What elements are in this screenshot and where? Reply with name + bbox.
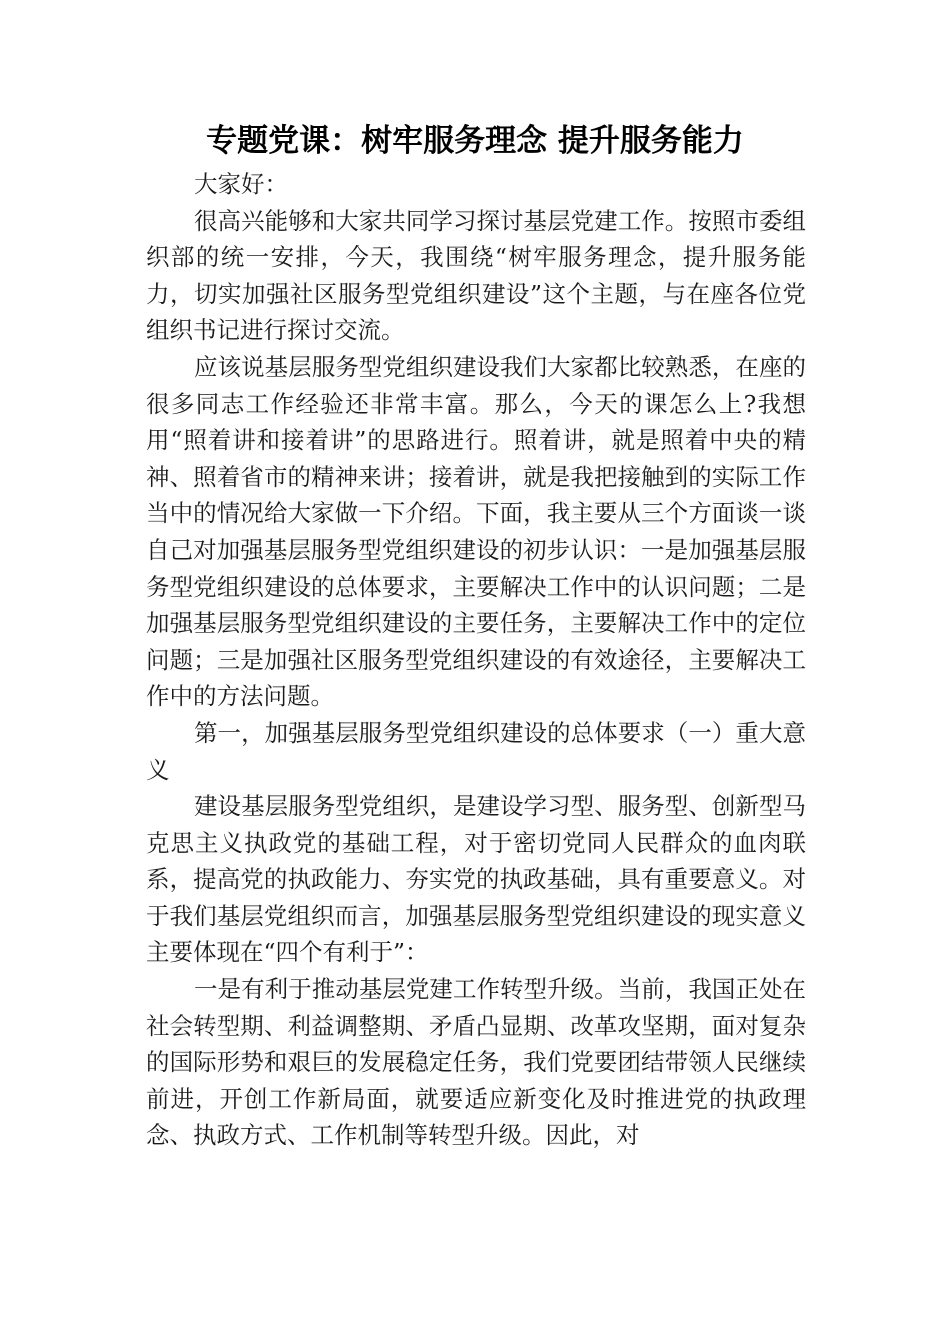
paragraph-outline: 应该说基层服务型党组织建设我们大家都比较熟悉，在座的很多同志工作经验还非常丰富。那么，今天的课怎么上?我想用“照着讲和接着讲”的思路进行。照着讲，就是照着中央的精神、照着省市的精神来讲；接着讲，就是我把接触到的实际工作当中的情况给大家做一下介绍。下面，我主要从三个方面谈一谈自己对加强基层服务型党组织建设的初步认识：一是加强基层服务型党组织建设的总体要求，主要解决工作中的认识问题；二是加强基层服务型党组织建设的主要任务，主要解决工作中的定位问题；三是加强社区服务型党组织建设的有效途径，主要解决工作中的方法问题。 (146, 352, 806, 711)
paragraph-significance: 建设基层服务型党组织，是建设学习型、服务型、创新型马克思主义执政党的基础工程，对于密切党同人民群众的血肉联系，提高党的执政能力、夯实党的执政基础，具有重要意义。对于我们基层党组织而言，加强基层服务型党组织建设的现实意义主要体现在“四个有利于”： (146, 792, 806, 967)
document-body (146, 166, 806, 1154)
paragraph-greeting: 大家好： (194, 170, 288, 198)
section-heading-first: 第一，加强基层服务型党组织建设的总体要求（一）重大意义 (146, 718, 806, 784)
document-title: 专题党课：树牢服务理念 提升服务能力 (206, 123, 744, 159)
paragraph-intro: 很高兴能够和大家共同学习探讨基层党建工作。按照市委组织部的统一安排，今天，我围绕“树牢服务理念，提升服务能力，切实加强社区服务型党组织建设”这个主题，与在座各位党组织书记进行探讨交流。 (146, 206, 806, 345)
paragraph-point-one: 一是有利于推动基层党建工作转型升级。当前，我国正处在社会转型期、利益调整期、矛盾凸显期、改革攻坚期，面对复杂的国际形势和艰巨的发展稳定任务，我们党要团结带领人民继续前进，开创工作新局面，就要适应新变化及时推进党的执政理念、执政方式、工作机制等转型升级。因此，对 (146, 975, 806, 1150)
